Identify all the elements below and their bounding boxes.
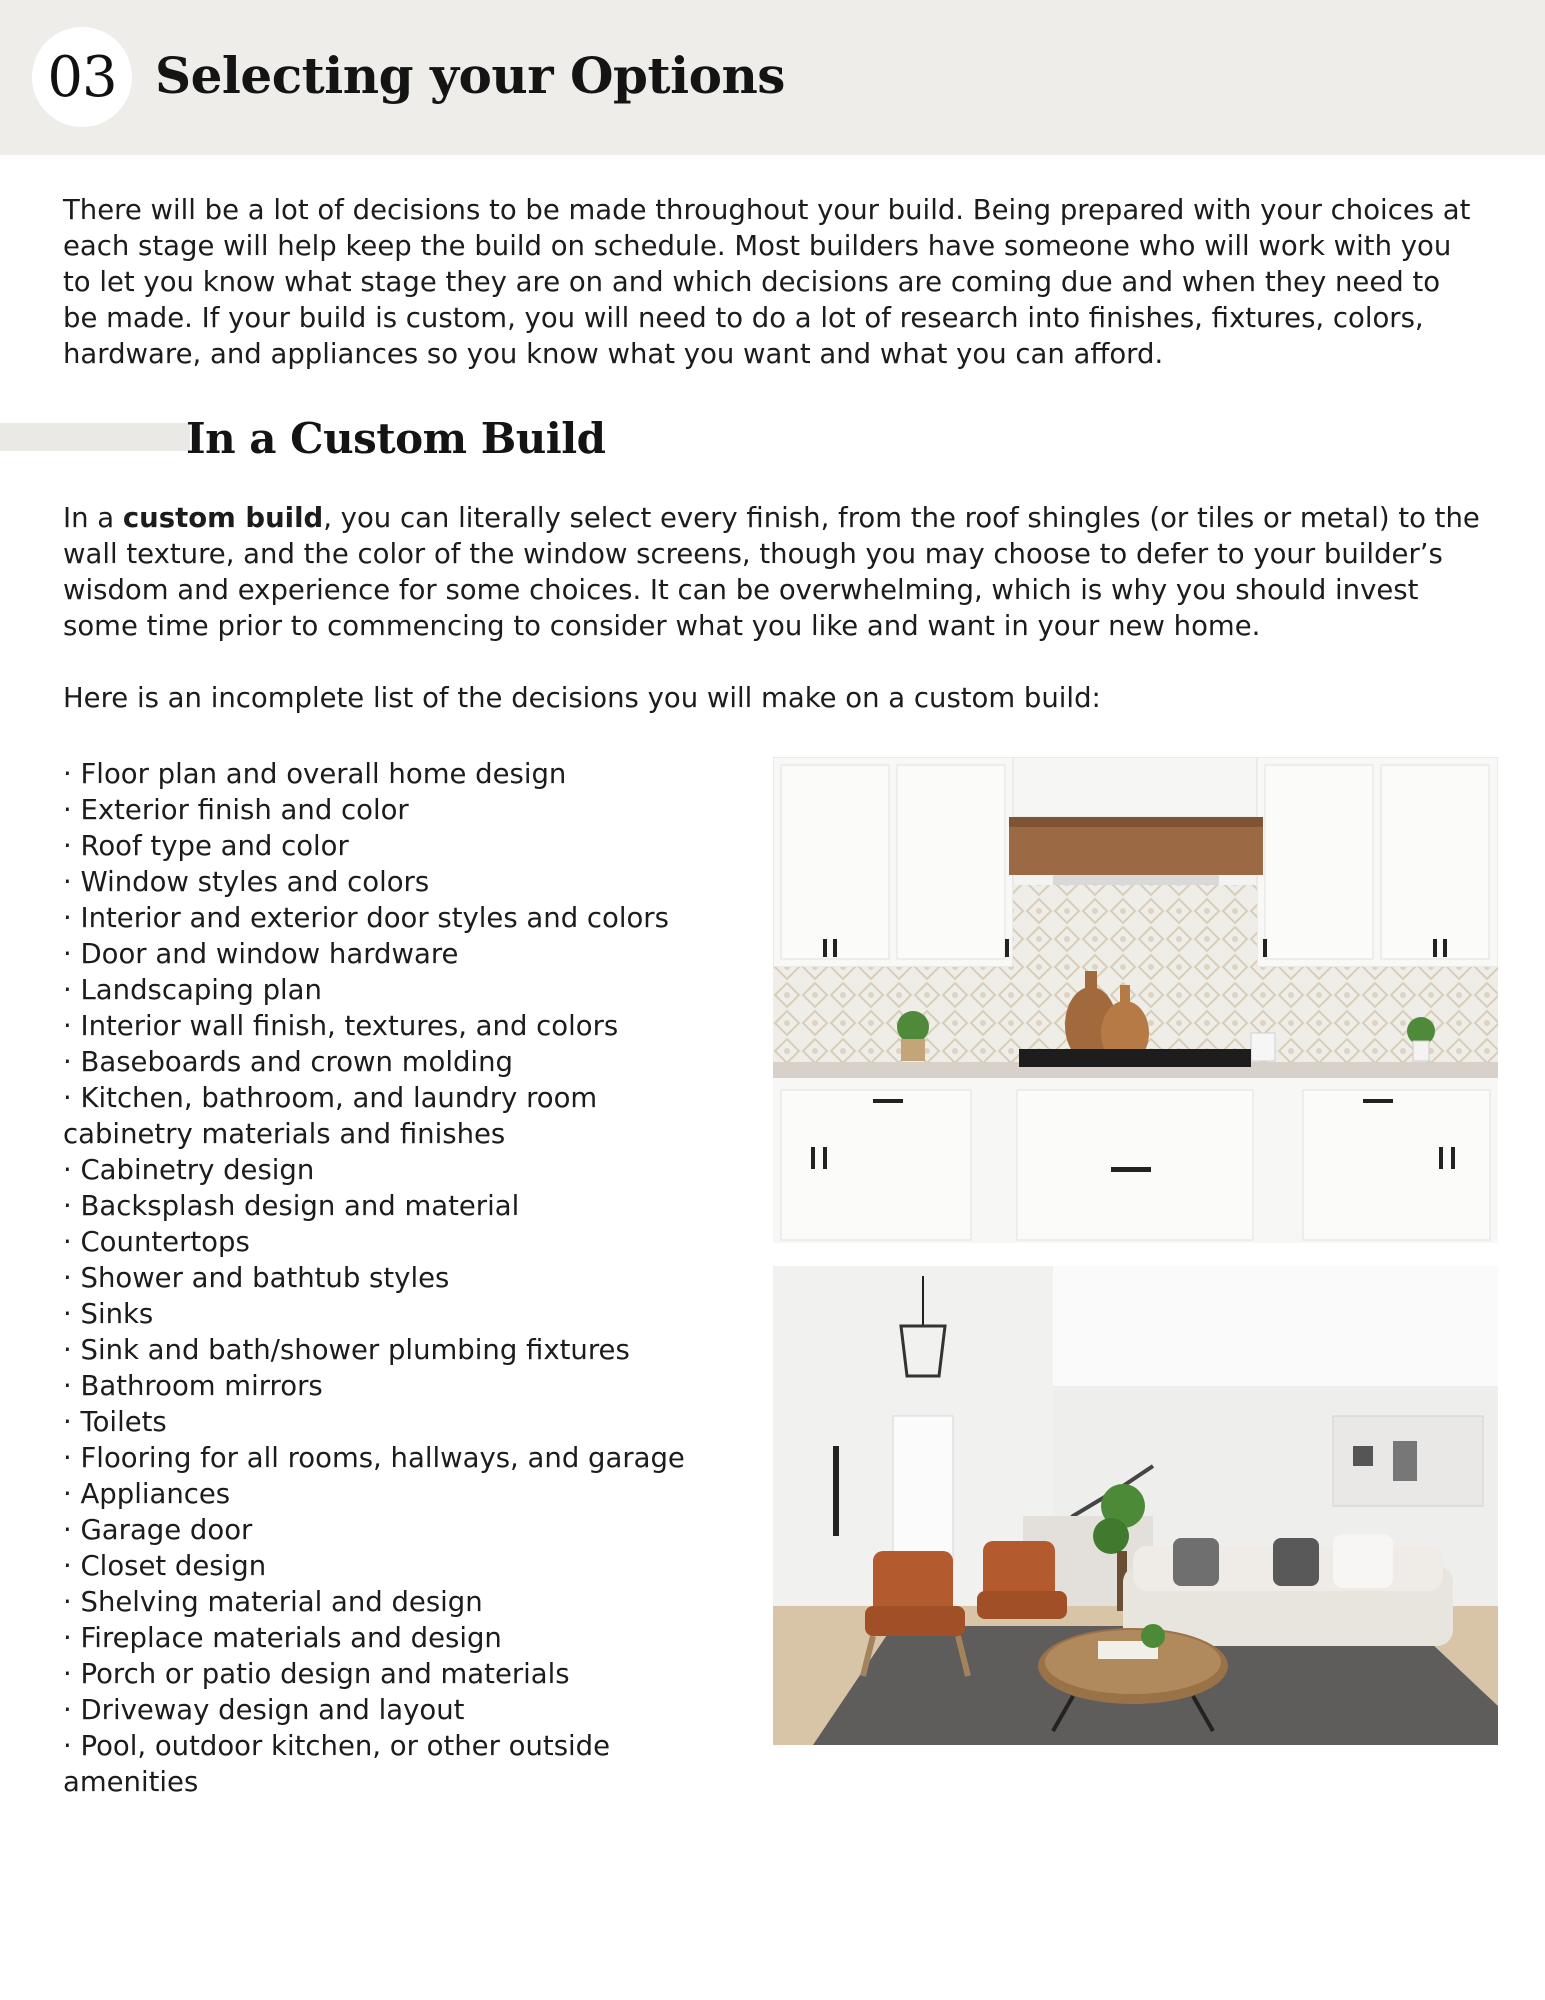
list-item: · Sinks — [63, 1298, 154, 1330]
page-title: Selecting your Options — [155, 46, 785, 105]
para-bold-term: custom build — [122, 502, 324, 534]
list-item: · Fireplace materials and design — [63, 1622, 502, 1654]
list-item: · Roof type and color — [63, 830, 349, 862]
kitchen-illustration — [773, 757, 1498, 1243]
list-intro: Here is an incomplete list of the decisions you will make on a custom build: — [63, 682, 1101, 714]
decision-list — [63, 756, 723, 1800]
list-item: · Window styles and colors — [63, 866, 430, 898]
living-room-photo — [773, 1266, 1498, 1745]
custom-build-paragraph — [63, 500, 1483, 644]
list-item: · Closet design — [63, 1550, 267, 1582]
para-prefix: In a — [63, 502, 123, 534]
intro-paragraph: There will be a lot of decisions to be made throughout your build. Being prepared with your choices at each stage will help keep the build on schedule. Most builders have someone who will work with you to let you know what stage they are on and which decisions are coming due and when they need to be made. If your build is custom, you will need to do a lot of research into finishes, fixtures, colors, hardware, and appliances so you know what you want and what you can afford. — [63, 194, 1471, 370]
living-room-illustration — [773, 1266, 1498, 1745]
list-item: · Driveway design and layout — [63, 1694, 465, 1726]
list-item: · Shelving material and design — [63, 1586, 483, 1618]
list-item: · Baseboards and crown molding — [63, 1046, 513, 1078]
list-item: · Flooring for all rooms, hallways, and garage — [63, 1442, 685, 1474]
section-number: 03 — [47, 44, 117, 110]
list-item: · Floor plan and overall home design — [63, 758, 567, 790]
list-item: · Countertops — [63, 1226, 250, 1258]
list-item: · Landscaping plan — [63, 974, 322, 1006]
list-item: · Cabinetry design — [63, 1154, 315, 1186]
list-item: · Bathroom mirrors — [63, 1370, 323, 1402]
subheading-custom-build: In a Custom Build — [186, 414, 606, 463]
list-item: · Toilets — [63, 1406, 167, 1438]
list-item: · Pool, outdoor kitchen, or other outside amenities — [63, 1730, 611, 1798]
list-item: · Porch or patio design and materials — [63, 1658, 570, 1690]
list-item: · Backsplash design and material — [63, 1190, 520, 1222]
section-number-badge — [32, 27, 132, 127]
list-item: · Interior and exterior door styles and colors — [63, 902, 669, 934]
kitchen-photo — [773, 757, 1498, 1243]
para-suffix: , you can literally select every finish, from the roof shingles (or tiles or metal) to the wall texture, and the color of the window screens, though you may choose to defer to your builder’s wisdom and experience for some choices. It can be overwhelming, which is why you should invest some time prior to commencing to consider what you like and want in your new home. — [63, 502, 1480, 642]
list-item: · Appliances — [63, 1478, 231, 1510]
list-item: · Door and window hardware — [63, 938, 459, 970]
list-item: · Sink and bath/shower plumbing fixtures — [63, 1334, 630, 1366]
subheading-accent-bar — [0, 423, 190, 451]
list-item: · Exterior finish and color — [63, 794, 409, 826]
list-item: · Kitchen, bathroom, and laundry room cabinetry materials and finishes — [63, 1082, 598, 1150]
list-item: · Interior wall finish, textures, and colors — [63, 1010, 619, 1042]
list-item: · Garage door — [63, 1514, 253, 1546]
list-item: · Shower and bathtub styles — [63, 1262, 450, 1294]
